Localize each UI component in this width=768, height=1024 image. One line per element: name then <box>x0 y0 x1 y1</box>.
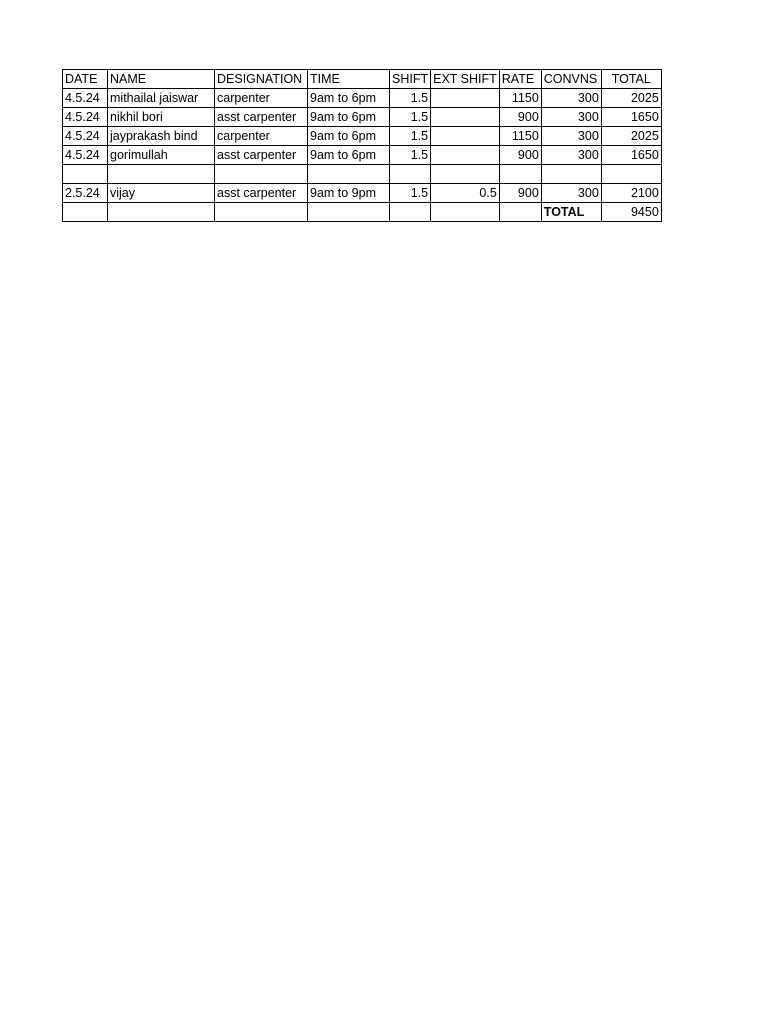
cell-empty[interactable] <box>431 165 500 184</box>
cell-name[interactable]: mithailal jaiswar <box>108 89 215 108</box>
cell-name[interactable]: nikhil bori <box>108 108 215 127</box>
header-designation[interactable]: DESIGNATION <box>215 70 308 89</box>
cell-convns[interactable]: 300 <box>541 127 601 146</box>
cell-empty[interactable] <box>499 202 541 221</box>
cell-empty[interactable] <box>308 165 390 184</box>
cell-time[interactable]: 9am to 6pm <box>308 108 390 127</box>
cell-empty[interactable] <box>63 202 108 221</box>
cell-convns[interactable]: 300 <box>541 89 601 108</box>
cell-date[interactable]: 4.5.24 <box>63 89 108 108</box>
cell-empty[interactable] <box>431 202 500 221</box>
cell-designation[interactable]: asst carpenter <box>215 146 308 165</box>
spreadsheet <box>62 69 662 222</box>
cell-ext-shift[interactable] <box>431 146 500 165</box>
cell-date[interactable]: 4.5.24 <box>63 108 108 127</box>
cell-time[interactable]: 9am to 6pm <box>308 89 390 108</box>
cell-time[interactable]: 9am to 9pm <box>308 183 390 202</box>
cell-rate[interactable]: 900 <box>499 146 541 165</box>
header-row <box>63 70 662 89</box>
header-date[interactable]: DATE <box>63 70 108 89</box>
header-total[interactable]: TOTAL <box>601 70 661 89</box>
cell-empty[interactable] <box>541 165 601 184</box>
empty-row <box>63 165 662 184</box>
header-name[interactable]: NAME <box>108 70 215 89</box>
cell-shift[interactable]: 1.5 <box>390 108 431 127</box>
total-label[interactable]: TOTAL <box>541 202 601 221</box>
cell-empty[interactable] <box>215 165 308 184</box>
cell-convns[interactable]: 300 <box>541 146 601 165</box>
cell-name[interactable]: gorimullah <box>108 146 215 165</box>
cell-empty[interactable] <box>390 202 431 221</box>
cell-ext-shift[interactable] <box>431 127 500 146</box>
cell-total[interactable]: 2025 <box>601 89 661 108</box>
cell-convns[interactable]: 300 <box>541 108 601 127</box>
cell-total[interactable]: 2025 <box>601 127 661 146</box>
cell-empty[interactable] <box>308 202 390 221</box>
table-row <box>63 108 662 127</box>
cell-rate[interactable]: 900 <box>499 108 541 127</box>
header-convns[interactable]: CONVNS <box>541 70 601 89</box>
cell-ext-shift[interactable] <box>431 89 500 108</box>
header-time[interactable]: TIME <box>308 70 390 89</box>
cell-name[interactable]: vijay <box>108 183 215 202</box>
cell-shift[interactable]: 1.5 <box>390 89 431 108</box>
header-shift[interactable]: SHIFT <box>390 70 431 89</box>
table-row <box>63 183 662 202</box>
cell-total[interactable]: 2100 <box>601 183 661 202</box>
cell-date[interactable]: 2.5.24 <box>63 183 108 202</box>
cell-total[interactable]: 1650 <box>601 146 661 165</box>
grand-total[interactable]: 9450 <box>601 202 661 221</box>
cell-date[interactable]: 4.5.24 <box>63 127 108 146</box>
total-row <box>63 202 662 221</box>
cell-ext-shift[interactable] <box>431 108 500 127</box>
cell-shift[interactable]: 1.5 <box>390 183 431 202</box>
cell-name[interactable]: jayprakash bind <box>108 127 215 146</box>
wage-table <box>62 69 662 222</box>
cell-empty[interactable] <box>499 165 541 184</box>
cell-shift[interactable]: 1.5 <box>390 146 431 165</box>
cell-empty[interactable] <box>601 165 661 184</box>
cell-time[interactable]: 9am to 6pm <box>308 146 390 165</box>
cell-designation[interactable]: asst carpenter <box>215 183 308 202</box>
cell-designation[interactable]: carpenter <box>215 127 308 146</box>
cell-total[interactable]: 1650 <box>601 108 661 127</box>
header-rate[interactable]: RATE <box>499 70 541 89</box>
table-row <box>63 146 662 165</box>
cell-rate[interactable]: 900 <box>499 183 541 202</box>
cell-designation[interactable]: asst carpenter <box>215 108 308 127</box>
cell-ext-shift[interactable]: 0.5 <box>431 183 500 202</box>
table-row <box>63 127 662 146</box>
header-ext-shift[interactable]: EXT SHIFT <box>431 70 500 89</box>
cell-empty[interactable] <box>215 202 308 221</box>
cell-empty[interactable] <box>108 165 215 184</box>
table-row <box>63 89 662 108</box>
cell-empty[interactable] <box>108 202 215 221</box>
cell-rate[interactable]: 1150 <box>499 89 541 108</box>
cell-convns[interactable]: 300 <box>541 183 601 202</box>
cell-rate[interactable]: 1150 <box>499 127 541 146</box>
cell-empty[interactable] <box>63 165 108 184</box>
cell-shift[interactable]: 1.5 <box>390 127 431 146</box>
cell-empty[interactable] <box>390 165 431 184</box>
cell-date[interactable]: 4.5.24 <box>63 146 108 165</box>
cell-designation[interactable]: carpenter <box>215 89 308 108</box>
cell-time[interactable]: 9am to 6pm <box>308 127 390 146</box>
